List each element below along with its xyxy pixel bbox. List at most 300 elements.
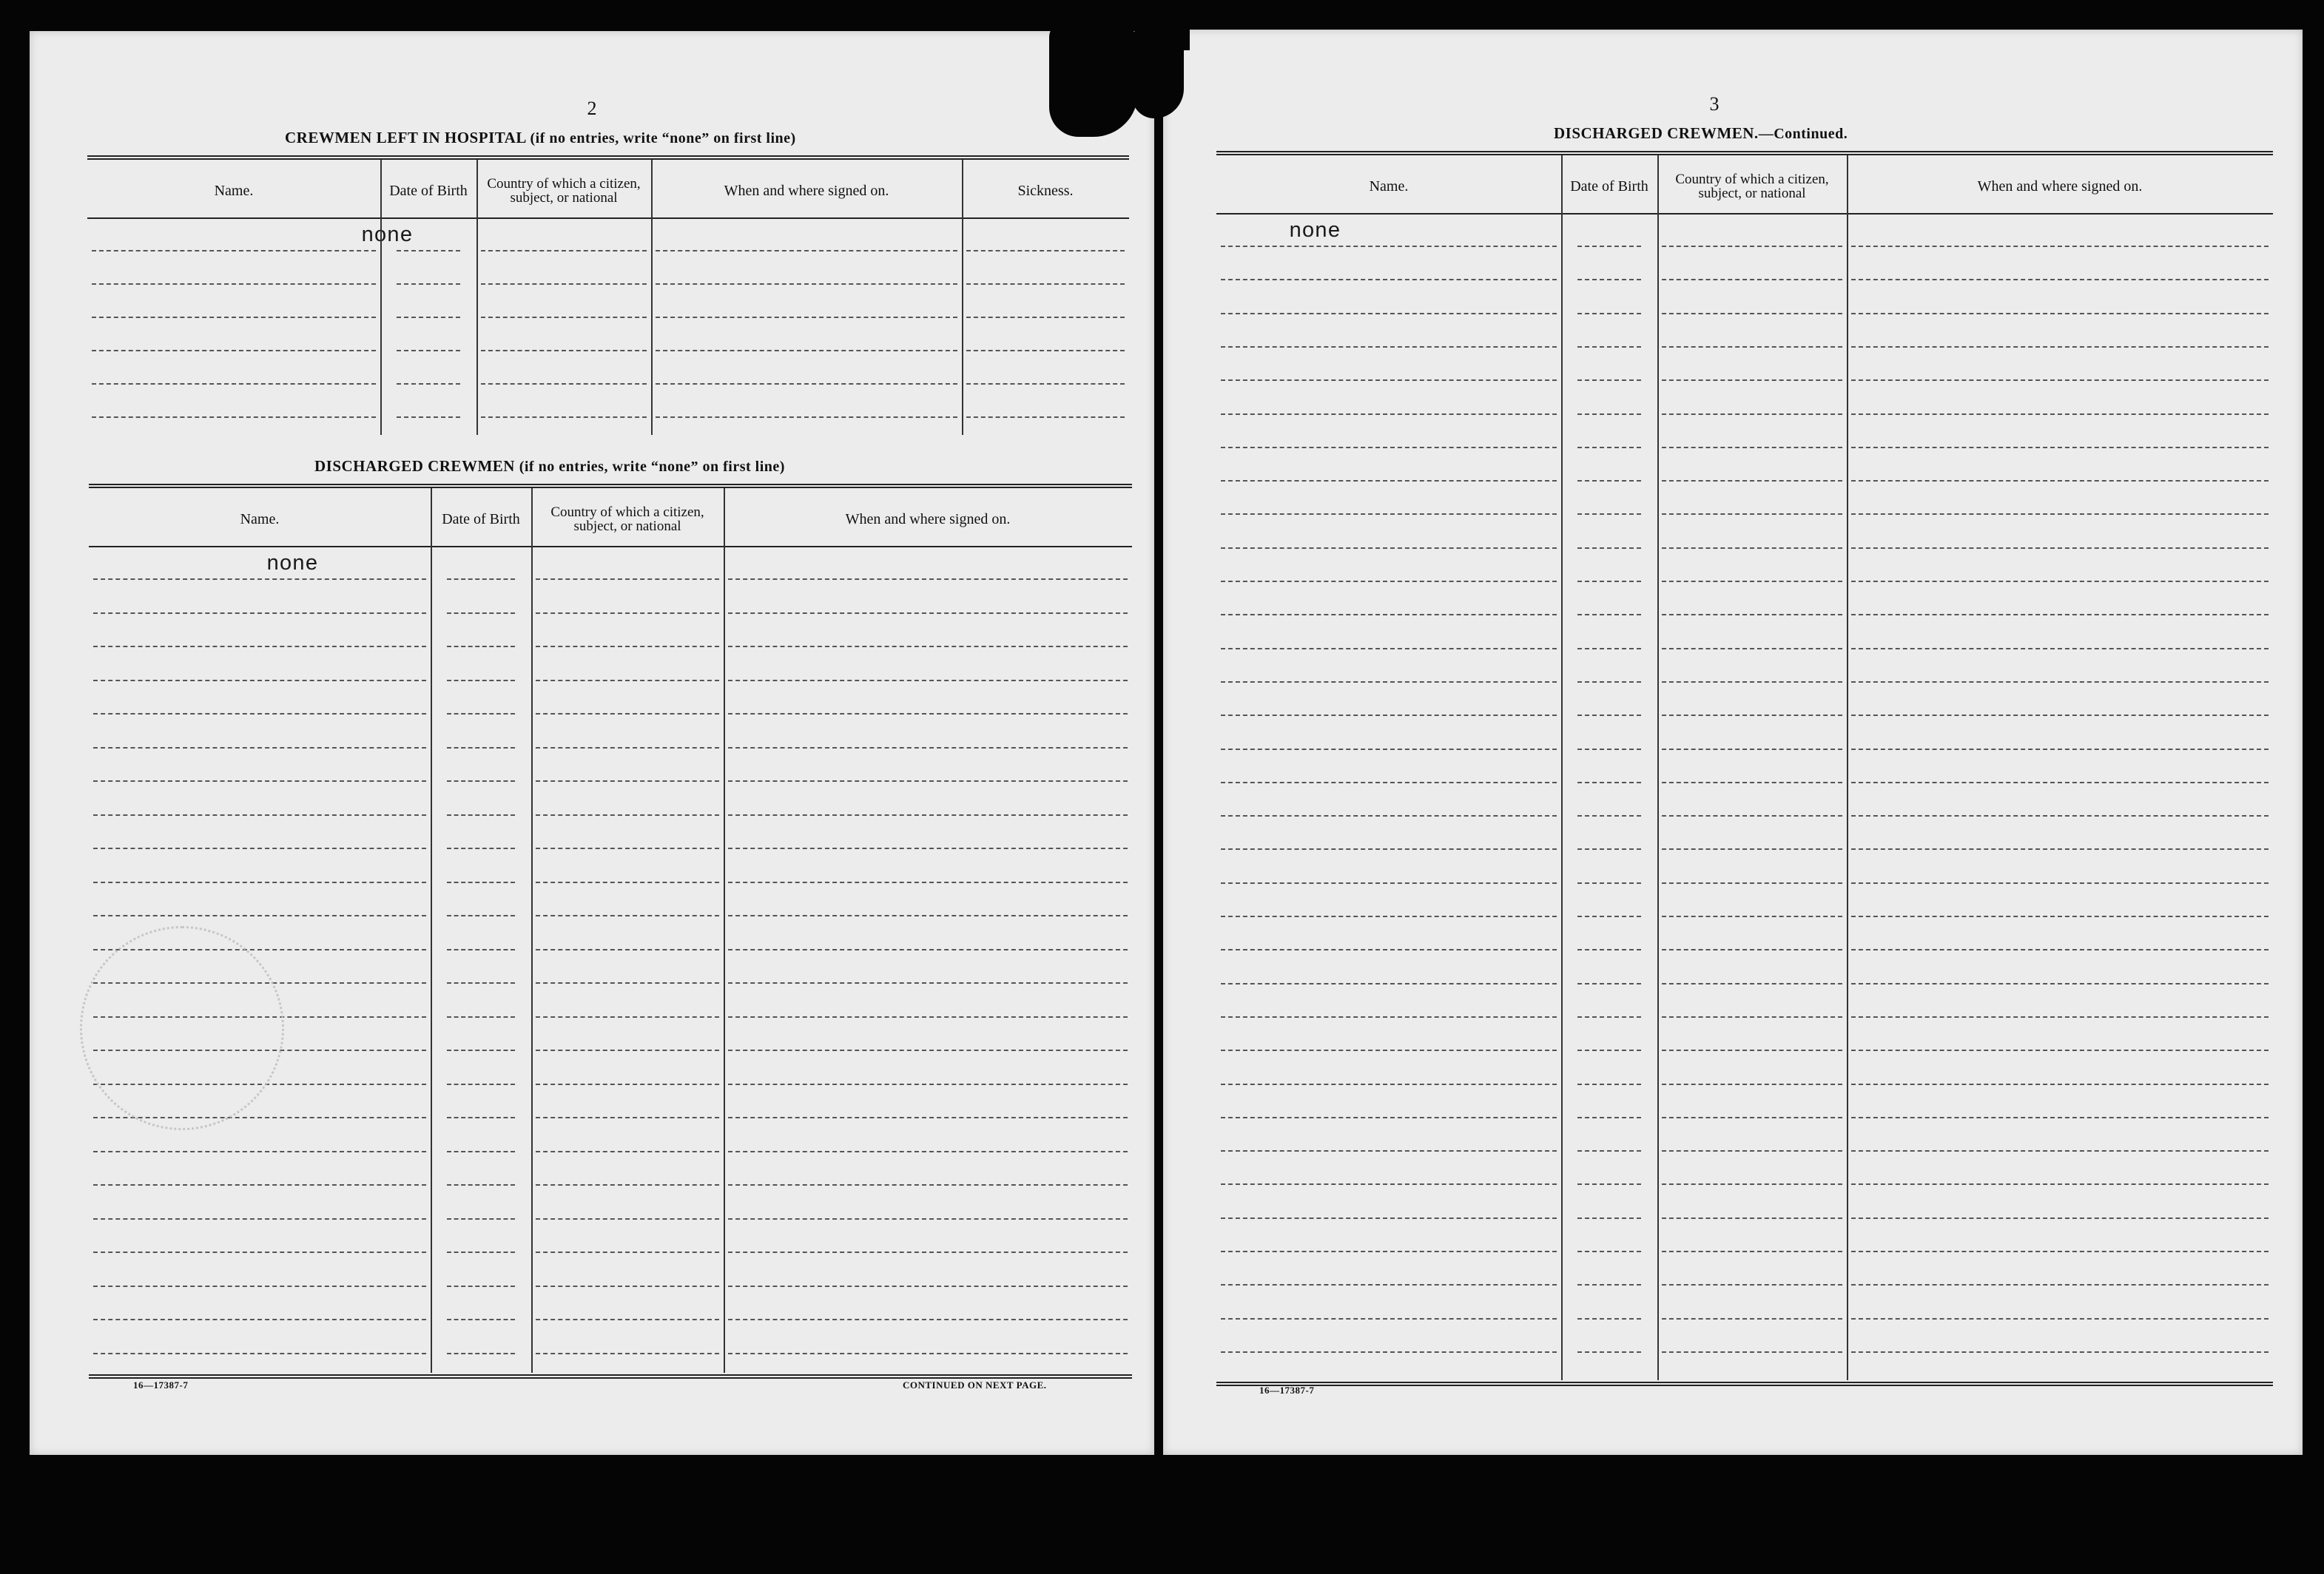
ruled-line	[1577, 1284, 1641, 1286]
ruled-line	[1221, 782, 1557, 783]
ruled-line	[1577, 983, 1641, 984]
ruled-line	[93, 1353, 426, 1354]
ruled-line	[656, 383, 957, 385]
ruled-line	[1221, 715, 1557, 716]
ruled-line	[1221, 1318, 1557, 1320]
ruled-line	[728, 1353, 1128, 1354]
ruled-line	[536, 1252, 719, 1253]
ruled-line	[728, 1252, 1128, 1253]
ruled-line	[447, 747, 515, 749]
ruled-line	[656, 283, 957, 285]
col-header-name: Name.	[1369, 178, 1409, 195]
col-divider	[651, 160, 653, 435]
ruled-line	[447, 713, 515, 715]
ruled-line	[1662, 581, 1842, 582]
ruled-line	[481, 350, 647, 351]
ruled-line	[1221, 648, 1557, 649]
ruled-line	[1577, 379, 1641, 381]
ruled-line	[1662, 313, 1842, 314]
ruled-line	[1577, 279, 1641, 280]
ruled-line	[1662, 1084, 1842, 1085]
ruled-line	[1662, 1318, 1842, 1320]
ruled-line	[1577, 882, 1641, 884]
ruled-line	[447, 578, 515, 580]
ruled-line	[1662, 279, 1842, 280]
ruled-line	[1851, 1251, 2269, 1252]
col-header-country: Country of which a citizen, subject, or national	[1675, 171, 1829, 201]
ruled-line	[728, 1016, 1128, 1018]
col-divider	[531, 488, 533, 1373]
ruled-line	[1851, 547, 2269, 549]
ruled-line	[93, 713, 426, 715]
ruled-line	[1851, 983, 2269, 984]
col-divider	[380, 160, 382, 435]
ruled-line	[536, 780, 719, 782]
ruled-line	[92, 317, 376, 318]
ruled-line	[1851, 1084, 2269, 1085]
discharged-note: (if no entries, write “none” on first line)	[519, 459, 785, 475]
ruled-line	[1851, 614, 2269, 615]
ruled-line	[1662, 1351, 1842, 1353]
ruled-line	[1851, 1016, 2269, 1018]
right-entry-none: none	[1289, 219, 1341, 243]
right-discharged-table	[1216, 151, 2273, 1416]
col-header-name: Name.	[214, 182, 254, 199]
ruled-line	[1221, 1217, 1557, 1219]
ruled-line	[447, 1184, 515, 1186]
ruled-line	[656, 350, 957, 351]
ruled-line	[1221, 447, 1557, 448]
ruled-line	[728, 1184, 1128, 1186]
ruled-line	[1851, 782, 2269, 783]
ruled-line	[1662, 1284, 1842, 1286]
ruled-line	[93, 915, 426, 916]
ruled-line	[728, 1319, 1128, 1320]
ruled-line	[966, 383, 1125, 385]
col-header-name: Name.	[240, 510, 280, 527]
ruled-line	[447, 1252, 515, 1253]
ruled-line	[536, 1117, 719, 1118]
col-header-signed-on: When and where signed on.	[845, 510, 1011, 527]
ruled-line	[536, 1218, 719, 1220]
hospital-title-text: CREWMEN LEFT IN HOSPITAL	[285, 129, 526, 146]
ruled-line	[447, 780, 515, 782]
ruled-line	[93, 1319, 426, 1320]
ruled-line	[481, 416, 647, 418]
torn-gap	[1132, 30, 1184, 118]
ruled-line	[536, 1084, 719, 1085]
ruled-line	[1221, 1150, 1557, 1152]
ruled-line	[1577, 1016, 1641, 1018]
ruled-line	[1221, 379, 1557, 381]
ruled-line	[447, 949, 515, 950]
table-bottom-rule	[1216, 1382, 2273, 1386]
col-header-country: Country of which a citizen, subject, or national	[487, 175, 641, 206]
ruled-line	[1577, 916, 1641, 917]
ruled-line	[1577, 313, 1641, 314]
ruled-line	[1577, 749, 1641, 750]
ruled-line	[536, 680, 719, 681]
col-header-signed-on: When and where signed on.	[1977, 178, 2143, 195]
ruled-line	[447, 882, 515, 883]
ruled-line	[1221, 681, 1557, 683]
ruled-line	[1851, 1284, 2269, 1286]
ruled-line	[656, 416, 957, 418]
col-header-date-of-birth: Date of Birth	[1570, 178, 1648, 195]
ruled-line	[1662, 983, 1842, 984]
ruled-line	[93, 780, 426, 782]
ruled-line	[728, 1117, 1128, 1118]
form-number: 16—17387-7	[1259, 1385, 1315, 1396]
ruled-line	[1662, 413, 1842, 415]
ruled-line	[93, 1184, 426, 1186]
ruled-line	[92, 250, 376, 251]
ruled-line	[93, 578, 426, 580]
ruled-line	[447, 915, 515, 916]
ruled-line	[1851, 648, 2269, 649]
table-bottom-rule	[89, 1374, 1132, 1379]
ruled-line	[1221, 949, 1557, 950]
table-top-rule	[1216, 151, 2273, 155]
col-divider	[476, 160, 478, 435]
ruled-line	[728, 848, 1128, 849]
ruled-line	[1577, 648, 1641, 649]
ruled-line	[1662, 480, 1842, 482]
torn-gap	[1049, 22, 1138, 137]
header-rule	[1216, 213, 2273, 215]
ruled-line	[1662, 1183, 1842, 1185]
ruled-line	[1851, 581, 2269, 582]
ruled-line	[1577, 1251, 1641, 1252]
ruled-line	[93, 646, 426, 647]
table-top-rule	[87, 155, 1129, 160]
ruled-line	[1851, 882, 2269, 884]
ruled-line	[447, 814, 515, 816]
ruled-line	[1577, 782, 1641, 783]
continued-note: CONTINUED ON NEXT PAGE.	[903, 1379, 1047, 1391]
ruled-line	[728, 1084, 1128, 1085]
ruled-line	[1662, 681, 1842, 683]
ruled-line	[728, 1050, 1128, 1051]
ruled-line	[728, 949, 1128, 950]
ruled-line	[1662, 1117, 1842, 1118]
ruled-line	[1577, 1084, 1641, 1085]
ruled-line	[1577, 614, 1641, 615]
discharged-table	[89, 484, 1132, 1408]
ruled-line	[1577, 413, 1641, 415]
ruled-line	[1662, 715, 1842, 716]
form-number: 16—17387-7	[133, 1379, 189, 1391]
ruled-line	[1851, 346, 2269, 348]
ruled-line	[93, 882, 426, 883]
ruled-line	[728, 780, 1128, 782]
ruled-line	[1851, 815, 2269, 817]
ruled-line	[447, 848, 515, 849]
ruled-line	[536, 646, 719, 647]
ruled-line	[536, 949, 719, 950]
ruled-line	[966, 317, 1125, 318]
ruled-line	[1662, 513, 1842, 515]
ruled-line	[1577, 1150, 1641, 1152]
faint-stamp-mark	[80, 926, 284, 1130]
ruled-line	[1577, 848, 1641, 850]
ruled-line	[1662, 379, 1842, 381]
ruled-line	[447, 1319, 515, 1320]
ruled-line	[397, 250, 460, 251]
ruled-line	[536, 1319, 719, 1320]
ruled-line	[1851, 279, 2269, 280]
ruled-line	[1662, 648, 1842, 649]
ruled-line	[1577, 949, 1641, 950]
ruled-line	[93, 814, 426, 816]
ruled-line	[1851, 681, 2269, 683]
ruled-line	[1221, 1284, 1557, 1286]
ruled-line	[728, 578, 1128, 580]
ruled-line	[447, 982, 515, 984]
ruled-line	[93, 1252, 426, 1253]
col-header-date-of-birth: Date of Birth	[389, 182, 468, 199]
ruled-line	[481, 250, 647, 251]
ruled-line	[447, 1016, 515, 1018]
ruled-line	[656, 317, 957, 318]
ruled-line	[728, 1286, 1128, 1287]
ruled-line	[92, 416, 376, 418]
ruled-line	[1221, 513, 1557, 515]
ruled-line	[92, 350, 376, 351]
ruled-line	[1221, 547, 1557, 549]
ruled-line	[1577, 447, 1641, 448]
ruled-line	[1851, 379, 2269, 381]
ruled-line	[397, 383, 460, 385]
ruled-line	[1851, 1117, 2269, 1118]
ruled-line	[1577, 513, 1641, 515]
ruled-line	[536, 882, 719, 883]
ruled-line	[966, 283, 1125, 285]
ruled-line	[397, 317, 460, 318]
ruled-line	[1851, 480, 2269, 482]
ruled-line	[1221, 480, 1557, 482]
ruled-line	[728, 612, 1128, 614]
ruled-line	[1577, 581, 1641, 582]
ruled-line	[447, 1353, 515, 1354]
ruled-line	[1221, 1183, 1557, 1185]
ruled-line	[447, 1151, 515, 1152]
ruled-line	[92, 283, 376, 285]
ruled-line	[447, 1050, 515, 1051]
ruled-line	[1577, 547, 1641, 549]
ruled-line	[1851, 949, 2269, 950]
ruled-line	[1662, 916, 1842, 917]
ruled-line	[1662, 447, 1842, 448]
ruled-line	[1662, 547, 1842, 549]
discharged-entry-none: none	[266, 552, 318, 576]
hospital-table	[87, 155, 1129, 466]
ruled-line	[1577, 346, 1641, 348]
ruled-line	[728, 915, 1128, 916]
col-divider	[431, 488, 432, 1373]
right-section-title	[1554, 124, 1848, 143]
ruled-line	[93, 1218, 426, 1220]
ruled-line	[536, 1353, 719, 1354]
ruled-line	[1662, 1016, 1842, 1018]
ruled-line	[1662, 1217, 1842, 1219]
ruled-line	[1851, 916, 2269, 917]
ruled-line	[656, 250, 957, 251]
ruled-line	[1851, 413, 2269, 415]
hospital-section-title	[285, 129, 796, 147]
discharged-title-text: DISCHARGED CREWMEN	[314, 457, 515, 475]
ruled-line	[447, 1218, 515, 1220]
ruled-line	[1851, 848, 2269, 850]
ruled-line	[728, 1218, 1128, 1220]
page-number: 2	[587, 98, 597, 119]
ruled-line	[1221, 413, 1557, 415]
discharged-section-title	[314, 457, 785, 476]
ruled-line	[1221, 749, 1557, 750]
ruled-line	[1662, 882, 1842, 884]
ruled-line	[536, 747, 719, 749]
ruled-line	[1577, 681, 1641, 683]
ruled-line	[93, 680, 426, 681]
ruled-line	[1851, 749, 2269, 750]
ruled-line	[1662, 848, 1842, 850]
ruled-line	[1851, 447, 2269, 448]
ruled-line	[1851, 715, 2269, 716]
ruled-line	[1662, 346, 1842, 348]
col-divider	[1657, 155, 1659, 1380]
col-header-sickness: Sickness.	[1017, 182, 1074, 199]
hospital-note: (if no entries, write “none” on first line)	[530, 130, 796, 146]
ruled-line	[1662, 782, 1842, 783]
ruled-line	[1662, 1150, 1842, 1152]
ruled-line	[1221, 279, 1557, 280]
ruled-line	[728, 680, 1128, 681]
ruled-line	[1221, 848, 1557, 850]
ruled-line	[1577, 815, 1641, 817]
header-rule	[89, 546, 1132, 547]
ruled-line	[728, 747, 1128, 749]
ruled-line	[536, 578, 719, 580]
ruled-line	[536, 848, 719, 849]
ruled-line	[1662, 246, 1842, 247]
col-divider	[724, 488, 725, 1373]
ruled-line	[481, 317, 647, 318]
right-title-suffix: —Continued.	[1758, 126, 1848, 142]
ruled-line	[1221, 614, 1557, 615]
ruled-line	[728, 982, 1128, 984]
ruled-line	[1851, 246, 2269, 247]
ruled-line	[1221, 882, 1557, 884]
ruled-line	[481, 383, 647, 385]
ruled-line	[536, 1016, 719, 1018]
ruled-line	[93, 1286, 426, 1287]
right-title-text: DISCHARGED CREWMEN.	[1554, 124, 1759, 142]
ruled-line	[728, 814, 1128, 816]
ruled-line	[1851, 1318, 2269, 1320]
ruled-line	[966, 416, 1125, 418]
ruled-line	[1577, 480, 1641, 482]
ruled-line	[1221, 1016, 1557, 1018]
ruled-line	[728, 1151, 1128, 1152]
col-divider	[1847, 155, 1848, 1380]
ruled-line	[447, 680, 515, 681]
ruled-line	[1221, 246, 1557, 247]
hospital-entry-none: none	[361, 223, 413, 248]
ruled-line	[1577, 1351, 1641, 1353]
ruled-line	[1221, 916, 1557, 917]
ruled-line	[1662, 614, 1842, 615]
ruled-line	[1662, 949, 1842, 950]
ruled-line	[536, 1286, 719, 1287]
ruled-line	[728, 646, 1128, 647]
ruled-line	[1662, 815, 1842, 817]
ruled-line	[536, 612, 719, 614]
ruled-line	[1577, 246, 1641, 247]
col-divider	[962, 160, 963, 435]
ruled-line	[1221, 346, 1557, 348]
ruled-line	[447, 1117, 515, 1118]
ruled-line	[481, 283, 647, 285]
ruled-line	[536, 1184, 719, 1186]
ruled-line	[728, 882, 1128, 883]
ruled-line	[447, 1084, 515, 1085]
ruled-line	[1577, 1117, 1641, 1118]
ruled-line	[1577, 1050, 1641, 1051]
ruled-line	[1577, 1217, 1641, 1219]
ruled-line	[1221, 1084, 1557, 1085]
ruled-line	[1851, 1050, 2269, 1051]
ruled-line	[1662, 1050, 1842, 1051]
ruled-line	[966, 250, 1125, 251]
ruled-line	[1851, 313, 2269, 314]
right-page	[1163, 30, 2303, 1455]
ruled-line	[1851, 1217, 2269, 1219]
ruled-line	[1577, 715, 1641, 716]
col-header-country: Country of which a citizen, subject, or national	[550, 504, 704, 534]
ruled-line	[92, 383, 376, 385]
ruled-line	[1221, 313, 1557, 314]
ruled-line	[1851, 513, 2269, 515]
ruled-line	[536, 1050, 719, 1051]
ruled-line	[536, 713, 719, 715]
ruled-line	[1221, 1117, 1557, 1118]
ruled-line	[447, 1286, 515, 1287]
ruled-line	[1662, 749, 1842, 750]
ruled-line	[1662, 1251, 1842, 1252]
col-header-date-of-birth: Date of Birth	[442, 510, 520, 527]
header-rule	[87, 217, 1129, 219]
ruled-line	[1221, 1251, 1557, 1252]
ruled-line	[1221, 1351, 1557, 1353]
ruled-line	[536, 915, 719, 916]
ruled-line	[447, 612, 515, 614]
ruled-line	[93, 747, 426, 749]
ruled-line	[1221, 983, 1557, 984]
ruled-line	[397, 350, 460, 351]
ruled-line	[536, 814, 719, 816]
ruled-line	[536, 1151, 719, 1152]
ruled-line	[1221, 815, 1557, 817]
page-number: 3	[1709, 93, 1720, 115]
ruled-line	[447, 646, 515, 647]
ruled-line	[1577, 1183, 1641, 1185]
ruled-line	[1577, 1318, 1641, 1320]
ruled-line	[966, 350, 1125, 351]
ruled-line	[536, 982, 719, 984]
ruled-line	[397, 416, 460, 418]
col-header-signed-on: When and where signed on.	[724, 182, 889, 199]
ruled-line	[728, 713, 1128, 715]
